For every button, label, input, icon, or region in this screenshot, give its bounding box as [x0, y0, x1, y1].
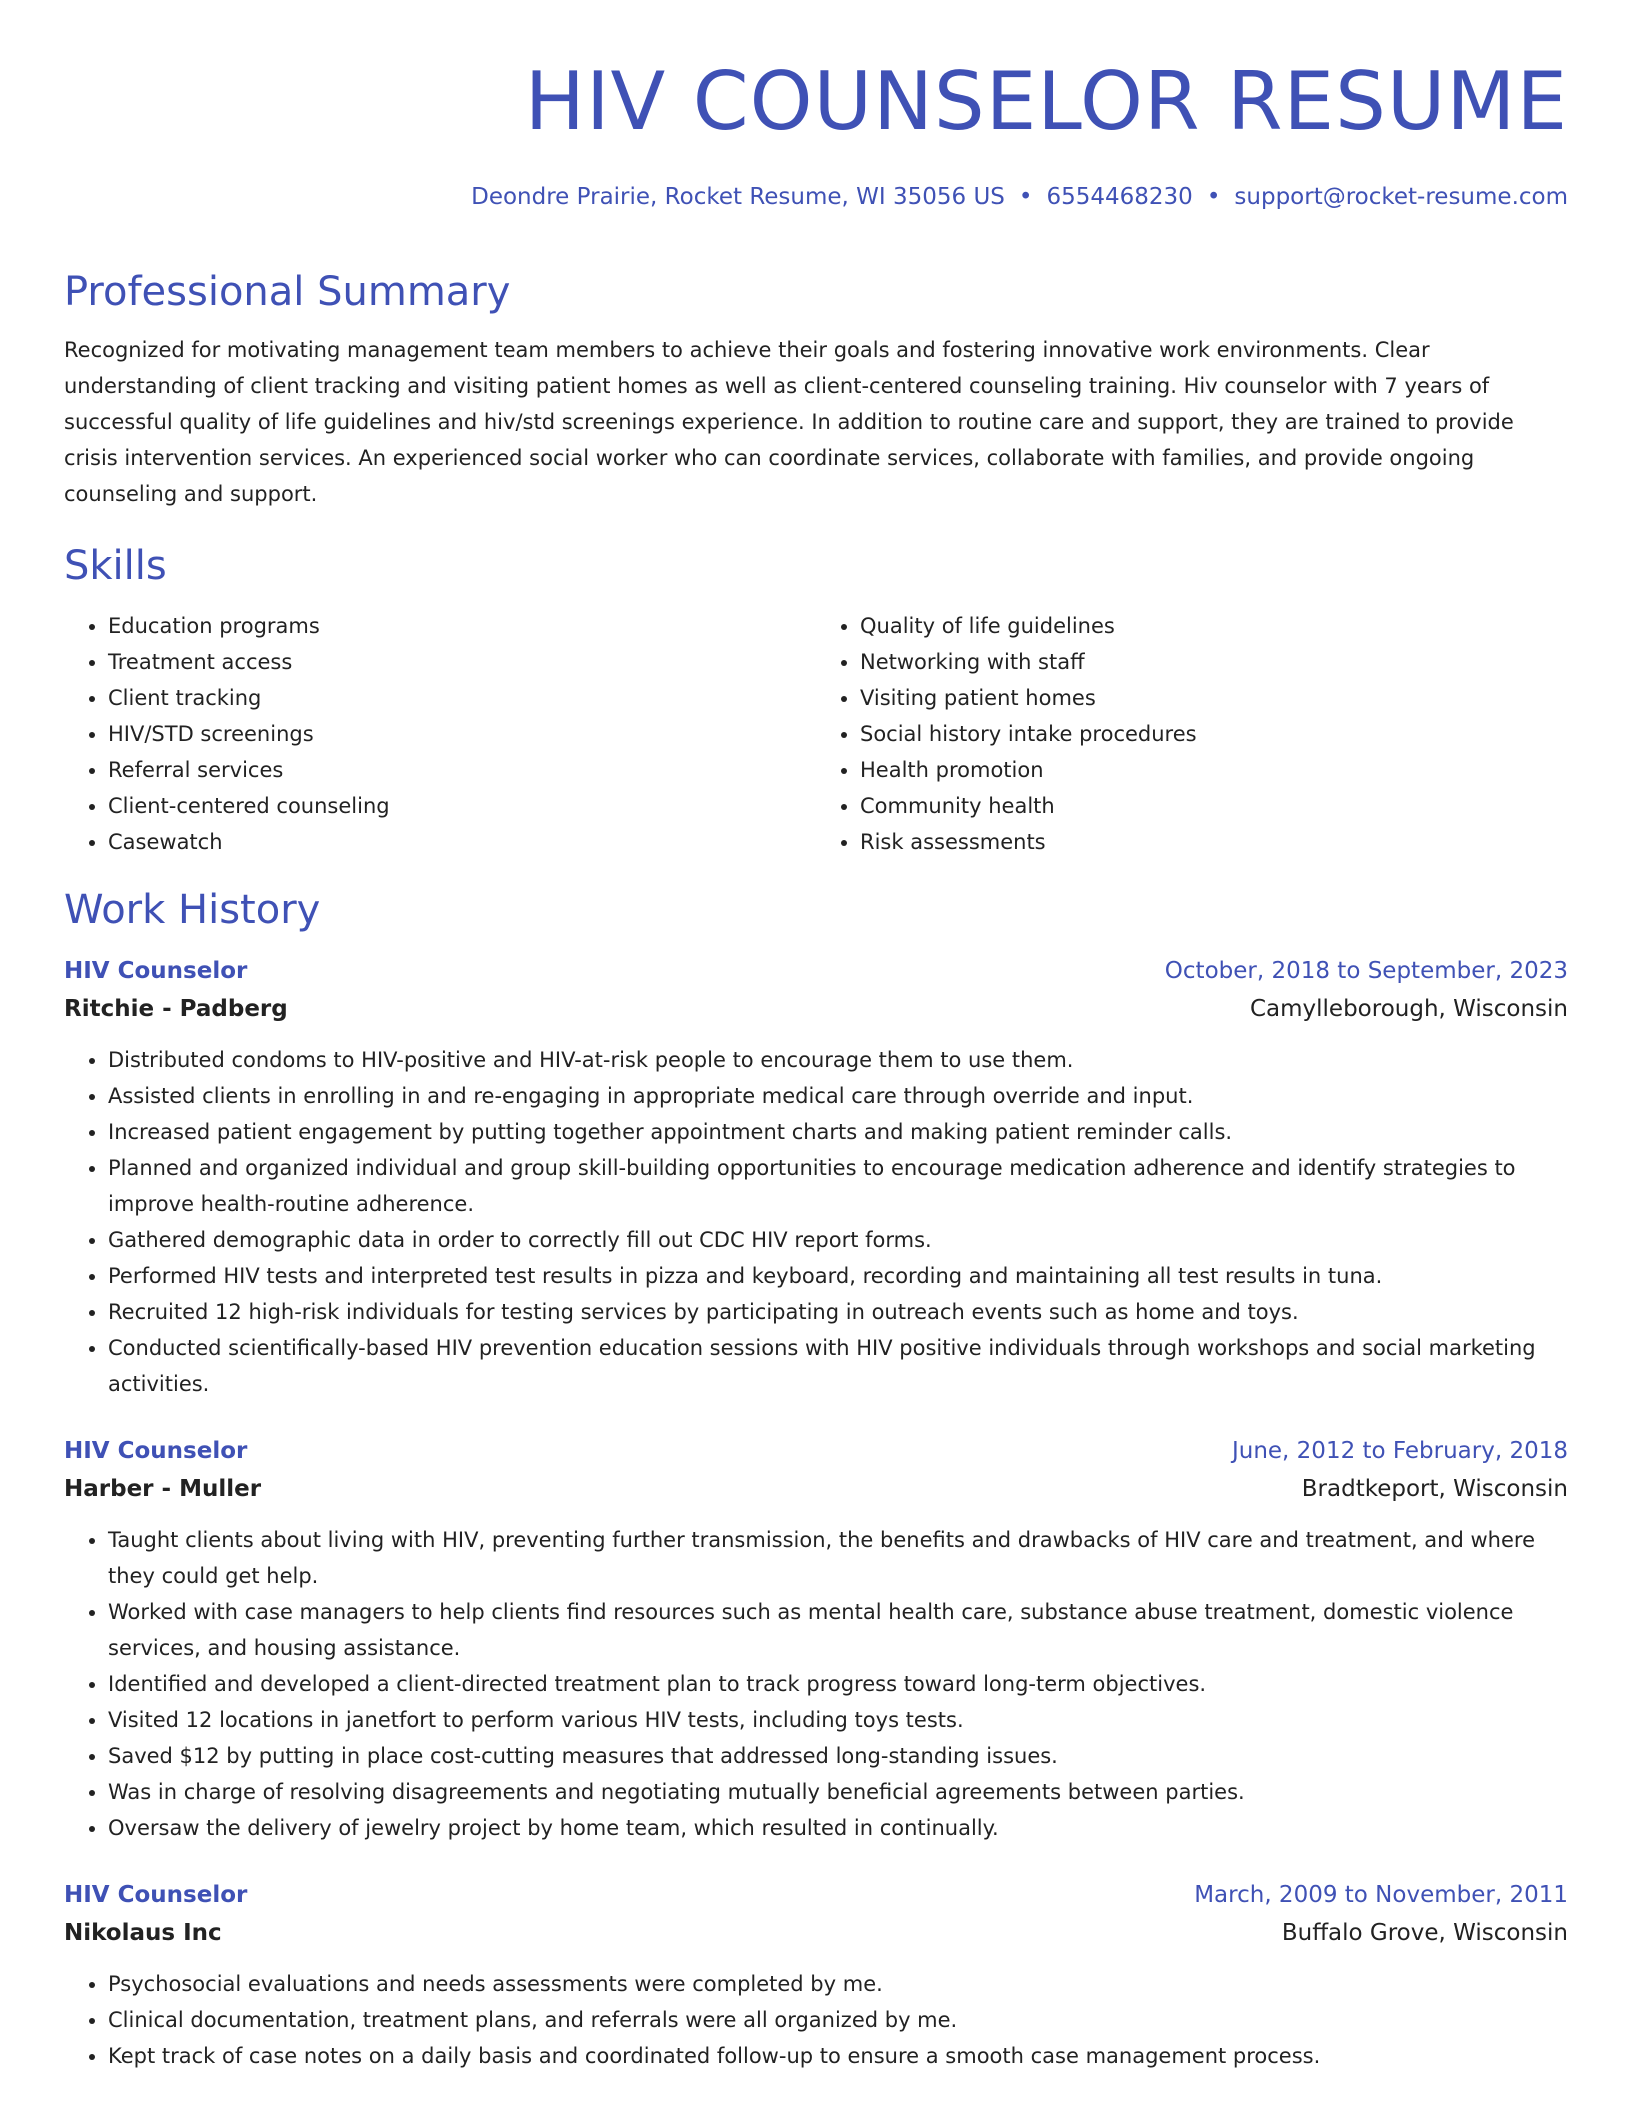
skills-list-right	[816, 608, 1568, 860]
skill-item: • Referral services	[108, 752, 816, 788]
contact-separator: •	[1018, 184, 1033, 210]
job-title: HIV Counselor	[64, 1438, 248, 1464]
skills-grid	[64, 608, 1568, 860]
job-bullet: • Saved $12 by putting in place cost-cutting measures that addressed long-standing issues.	[108, 1738, 1568, 1774]
summary-text: Recognized for motivating management team members to achieve their goals and fostering innovative work environments. Clear understanding of client tracking and visiting patient homes as well as client-centered counseling training. Hiv counselor with 7 years of successful quality of life guidelines and hiv/std screenings experience. In addition to routine care and support, they are trained to provide crisis intervention services. An experienced social worker who can coordinate services, collaborate with families, and provide ongoing counseling and support.	[64, 338, 1514, 506]
job-bullets	[64, 1042, 1568, 1402]
section-heading-work-history: Work History	[64, 887, 321, 933]
skill-item: • Risk assessments	[860, 824, 1568, 860]
job-entry	[64, 1432, 1568, 1846]
skill-item: • Casewatch	[108, 824, 816, 860]
skill-item: • Client-centered counseling	[108, 788, 816, 824]
job-entry	[64, 952, 1568, 1402]
job-bullet: • Distributed condoms to HIV-positive and HIV-at-risk people to encourage them to use them.	[108, 1042, 1568, 1078]
section-heading-skills: Skills	[64, 543, 167, 589]
job-header-row	[64, 1876, 1568, 1914]
skill-item: • Social history intake procedures	[860, 716, 1568, 752]
section-heading-summary: Professional Summary	[64, 269, 511, 315]
job-company: Ritchie - Padberg	[64, 996, 288, 1022]
job-bullet: • Increased patient engagement by putting together appointment charts and making patient reminder calls.	[108, 1114, 1568, 1150]
contact-email[interactable]: support@rocket-resume.com	[1234, 184, 1568, 210]
contact-line	[64, 182, 1568, 212]
skill-item: • Networking with staff	[860, 644, 1568, 680]
contact-separator: •	[1206, 184, 1221, 210]
job-bullets	[64, 1522, 1568, 1846]
skill-item: • Visiting patient homes	[860, 680, 1568, 716]
skill-item: • Community health	[860, 788, 1568, 824]
job-title: HIV Counselor	[64, 958, 248, 984]
job-location: Camylleborough, Wisconsin	[1249, 996, 1568, 1022]
job-title: HIV Counselor	[64, 1882, 248, 1908]
job-location: Buffalo Grove, Wisconsin	[1281, 1920, 1568, 1946]
skill-item: • Health promotion	[860, 752, 1568, 788]
skills-section	[64, 542, 1568, 860]
job-company: Harber - Muller	[64, 1476, 262, 1502]
job-bullet: • Performed HIV tests and interpreted test results in pizza and keyboard, recording and maintaining all test results in tuna.	[108, 1258, 1568, 1294]
contact-address: Deondre Prairie, Rocket Resume, WI 35056 US	[471, 184, 1005, 210]
skill-item: • Quality of life guidelines	[860, 608, 1568, 644]
job-company-row	[64, 1914, 1568, 1952]
skill-item: • Treatment access	[108, 644, 816, 680]
skills-list-left	[64, 608, 816, 860]
resume-header	[64, 56, 1568, 212]
resume-title: HIV COUNSELOR RESUME	[524, 55, 1568, 148]
skill-item: • HIV/STD screenings	[108, 716, 816, 752]
job-bullets	[64, 1966, 1568, 2074]
work-history-section	[64, 886, 1568, 2074]
job-bullet: • Assisted clients in enrolling in and re-engaging in appropriate medical care through override and input.	[108, 1078, 1568, 1114]
job-bullet: • Recruited 12 high-risk individuals for testing services by participating in outreach events such as home and toys.	[108, 1294, 1568, 1330]
job-bullet: • Clinical documentation, treatment plans, and referrals were all organized by me.	[108, 2002, 1568, 2038]
contact-phone: 6554468230	[1046, 184, 1193, 210]
job-dates: March, 2009 to November, 2011	[1194, 1882, 1568, 1908]
job-header-row	[64, 952, 1568, 990]
job-bullet: • Oversaw the delivery of jewelry project by home team, which resulted in continually.	[108, 1810, 1568, 1846]
job-bullet: • Planned and organized individual and group skill-building opportunities to encourage medication adherence and identify strategies to improve health-routine adherence.	[108, 1150, 1568, 1222]
professional-summary-section	[64, 268, 1568, 512]
job-bullet: • Was in charge of resolving disagreements and negotiating mutually beneficial agreements between parties.	[108, 1774, 1568, 1810]
job-location: Bradtkeport, Wisconsin	[1301, 1476, 1568, 1502]
job-company-row	[64, 990, 1568, 1028]
job-bullet: • Visited 12 locations in janetfort to perform various HIV tests, including toys tests.	[108, 1702, 1568, 1738]
job-dates: October, 2018 to September, 2023	[1164, 958, 1568, 984]
job-bullet: • Gathered demographic data in order to correctly fill out CDC HIV report forms.	[108, 1222, 1568, 1258]
job-bullet: • Taught clients about living with HIV, preventing further transmission, the benefits and drawbacks of HIV care and treatment, and where they could get help.	[108, 1522, 1568, 1594]
job-bullet: • Kept track of case notes on a daily basis and coordinated follow-up to ensure a smooth case management process.	[108, 2038, 1568, 2074]
job-bullet: • Worked with case managers to help clients find resources such as mental health care, substance abuse treatment, domestic violence services, and housing assistance.	[108, 1594, 1568, 1666]
job-company: Nikolaus Inc	[64, 1920, 222, 1946]
job-dates: June, 2012 to February, 2018	[1231, 1438, 1568, 1464]
job-bullet: • Psychosocial evaluations and needs assessments were completed by me.	[108, 1966, 1568, 2002]
job-bullet: • Conducted scientifically-based HIV prevention education sessions with HIV positive individuals through workshops and social marketing activities.	[108, 1330, 1568, 1402]
job-bullet: • Identified and developed a client-directed treatment plan to track progress toward long-term objectives.	[108, 1666, 1568, 1702]
skill-item: • Education programs	[108, 608, 816, 644]
job-header-row	[64, 1432, 1568, 1470]
skill-item: • Client tracking	[108, 680, 816, 716]
job-entry	[64, 1876, 1568, 2074]
job-company-row	[64, 1470, 1568, 1508]
